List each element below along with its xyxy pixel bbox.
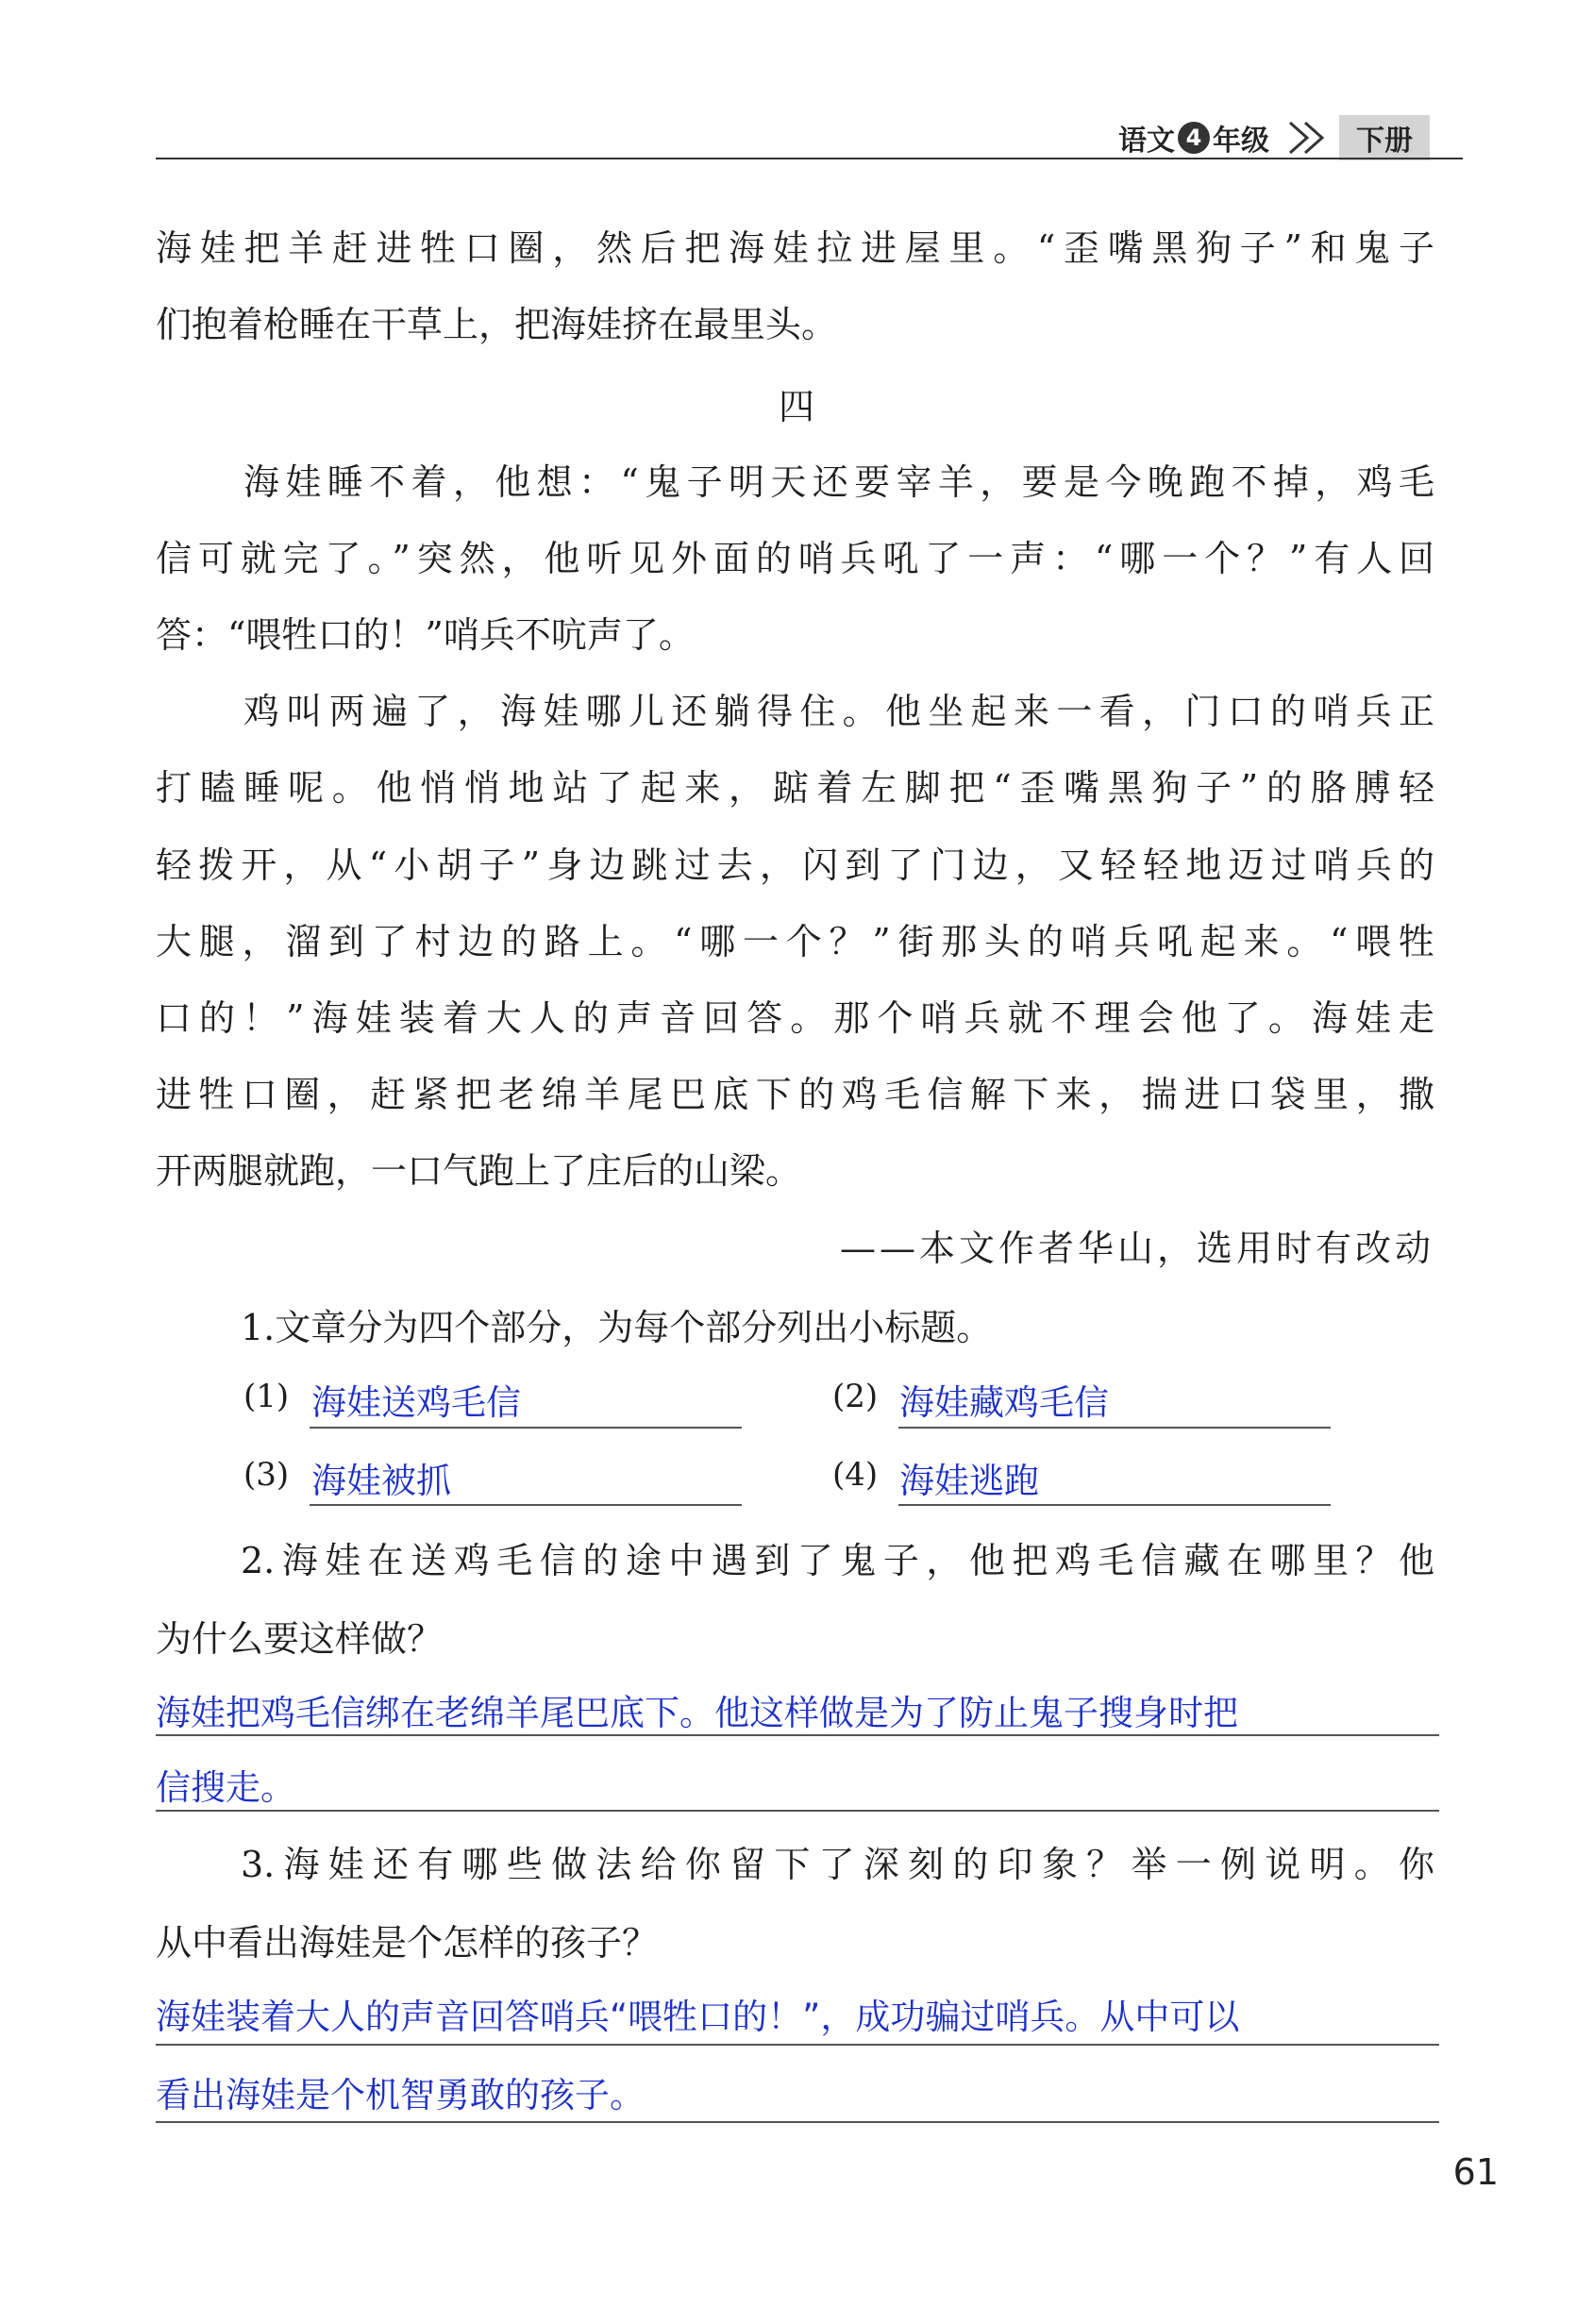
passage-line: 进牲口圈，赶紧把老绵羊尾巴底下的鸡毛信解下来，揣进口袋里，撒 (156, 1074, 1434, 1115)
passage-line: 们抱着枪睡在干草上，把海娃挤在最里头。 (156, 304, 838, 345)
question-2-prompt: 为什么要这样做？ (156, 1618, 444, 1660)
grade-number-badge: 4 (1178, 122, 1210, 154)
header-divider (156, 158, 1463, 159)
question-2-answer: 信搜走。 (156, 1767, 295, 1808)
volume-label: 下册 (1339, 115, 1430, 160)
q1-answer: 海娃被抓 (311, 1461, 451, 1501)
page-header (1118, 117, 1430, 159)
answer-line (310, 1504, 742, 1506)
double-chevron-icon (1284, 119, 1333, 157)
q1-item-number: (2) (832, 1378, 879, 1415)
answer-line (310, 1427, 742, 1429)
subject-label: 语文 (1118, 125, 1175, 158)
answer-line (156, 1734, 1439, 1736)
answer-line (898, 1427, 1331, 1429)
passage-line: 鸡叫两遍了，海娃哪儿还躺得住。他坐起来一看，门口的哨兵正 (243, 691, 1434, 732)
question-3-answer: 海娃装着大人的声音回答哨兵“喂牲口的！”，成功骗过哨兵。从中可以 (156, 1997, 1240, 2037)
section-heading: 四 (778, 386, 814, 427)
passage-line: 海娃把羊赶进牲口圈，然后把海娃拉进屋里。“歪嘴黑狗子”和鬼子 (156, 227, 1434, 269)
answer-line (156, 2121, 1439, 2123)
passage-line: 答：“喂牲口的！”哨兵不吭声了。 (156, 614, 695, 656)
q1-item-number: (4) (832, 1456, 879, 1494)
question-1-prompt: 1.文章分为四个部分，为每个部分列出小标题。 (241, 1307, 993, 1348)
q1-item-number: (1) (243, 1378, 290, 1415)
answer-line (898, 1504, 1331, 1506)
q1-answer: 海娃藏鸡毛信 (899, 1382, 1109, 1423)
question-2-prompt: 2.海娃在送鸡毛信的途中遇到了鬼子，他把鸡毛信藏在哪里？他 (241, 1540, 1434, 1581)
passage-line: 轻拨开，从“小胡子”身边跳过去，闪到了门边，又轻轻地迈过哨兵的 (156, 844, 1434, 886)
answer-line (156, 1810, 1439, 1812)
question-2-answer: 海娃把鸡毛信绑在老绵羊尾巴底下。他这样做是为了防止鬼子搜身时把 (156, 1693, 1238, 1733)
passage-line: 信可就完了。”突然，他听见外面的哨兵吼了一声：“哪一个？”有人回 (156, 538, 1434, 579)
passage-line: 海娃睡不着，他想：“鬼子明天还要宰羊，要是今晚跑不掉，鸡毛 (243, 461, 1434, 503)
q1-answer: 海娃逃跑 (899, 1461, 1039, 1501)
q1-item-number: (3) (243, 1456, 290, 1494)
q1-answer: 海娃送鸡毛信 (311, 1382, 521, 1423)
passage-line: 大腿，溜到了村边的路上。“哪一个？”街那头的哨兵吼起来。“喂牲 (156, 921, 1434, 962)
passage-line: 口的！”海娃装着大人的声音回答。那个哨兵就不理会他了。海娃走 (156, 997, 1434, 1039)
passage-line: 开两腿就跑，一口气跑上了庄后的山梁。 (156, 1150, 802, 1192)
passage-line: 打瞌睡呢。他悄悄地站了起来，踮着左脚把“歪嘴黑狗子”的胳膊轻 (156, 767, 1434, 809)
answer-line (156, 2044, 1439, 2046)
attribution: ——本文作者华山，选用时有改动 (839, 1228, 1434, 1269)
grade-label: 年级 (1213, 125, 1269, 158)
question-3-prompt: 从中看出海娃是个怎样的孩子？ (156, 1922, 659, 1964)
page-number: 61 (1452, 2151, 1499, 2193)
question-3-answer: 看出海娃是个机智勇敢的孩子。 (156, 2075, 645, 2115)
question-3-prompt: 3.海娃还有哪些做法给你留下了深刻的印象？举一例说明。你 (241, 1844, 1434, 1885)
